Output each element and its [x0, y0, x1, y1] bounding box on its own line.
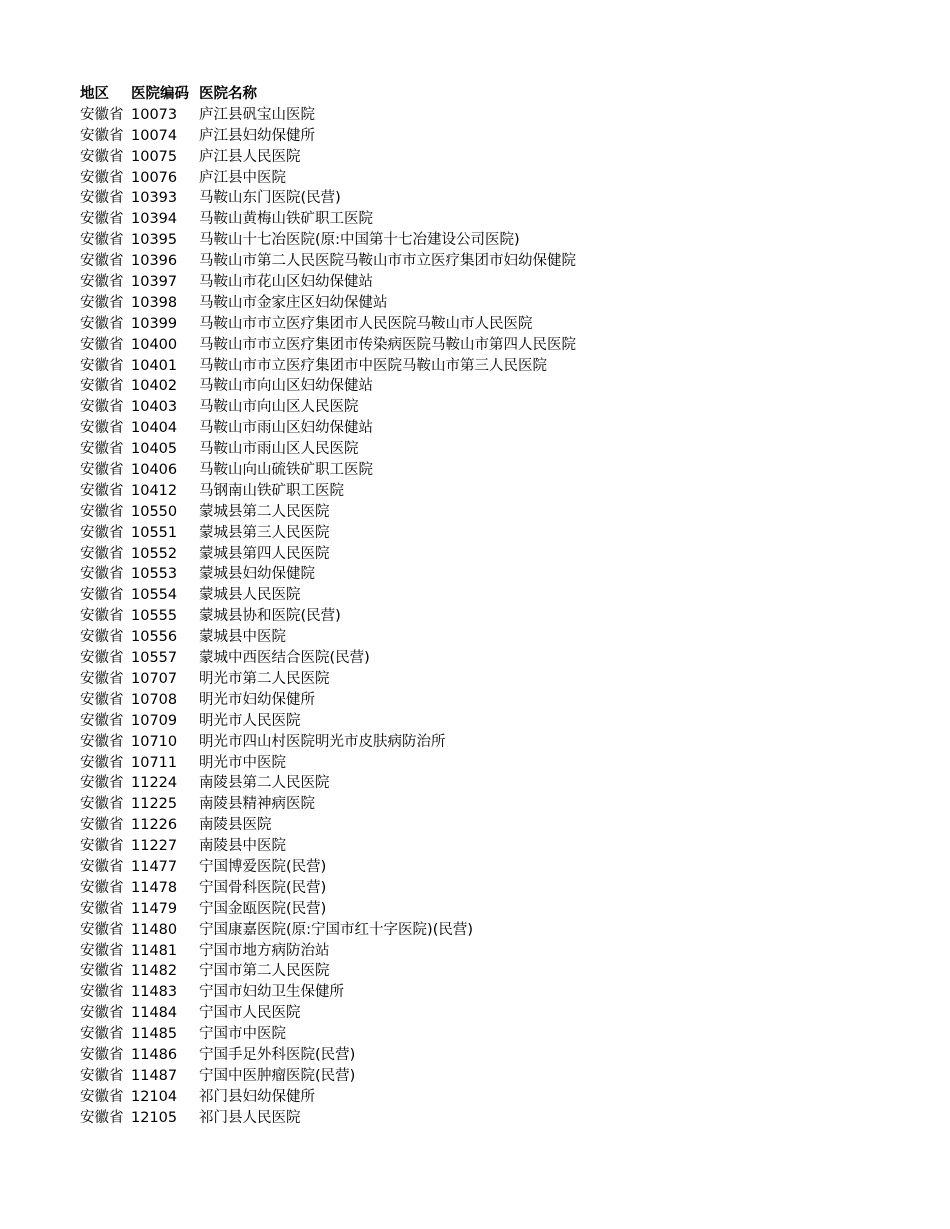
region-cell: 安徽省 [80, 733, 124, 750]
code-cell: 10552 [131, 545, 178, 562]
name-cell: 马鞍山市向山区人民医院 [199, 399, 359, 416]
header-region: 地区 [80, 86, 109, 102]
code-cell: 11226 [131, 817, 178, 834]
table-row [80, 648, 576, 669]
table-row [80, 690, 576, 711]
code-cell: 10402 [131, 378, 178, 395]
table-row [80, 627, 576, 648]
table-body [80, 105, 576, 1129]
region-cell: 安徽省 [80, 691, 124, 708]
region-cell: 安徽省 [80, 462, 124, 479]
region-cell: 安徽省 [80, 858, 124, 875]
table-row [80, 1045, 576, 1066]
name-cell: 蒙城县人民医院 [199, 587, 301, 604]
table-row [80, 815, 576, 836]
code-cell: 10074 [131, 127, 178, 144]
code-cell: 12104 [131, 1088, 178, 1105]
code-cell: 12105 [131, 1109, 178, 1126]
code-cell: 10551 [131, 524, 178, 541]
name-cell: 蒙城县第二人民医院 [199, 503, 330, 520]
region-cell: 安徽省 [80, 503, 124, 520]
region-cell: 安徽省 [80, 817, 124, 834]
table-row [80, 335, 576, 356]
name-cell: 宁国市中医院 [199, 1026, 286, 1043]
code-cell: 11227 [131, 838, 178, 855]
region-cell: 安徽省 [80, 106, 124, 123]
code-cell: 11225 [131, 796, 178, 813]
table-row [80, 878, 576, 899]
region-cell: 安徽省 [80, 420, 124, 437]
region-cell: 安徽省 [80, 963, 124, 980]
table-row [80, 899, 576, 920]
region-cell: 安徽省 [80, 775, 124, 792]
table-row [80, 376, 576, 397]
name-cell: 宁国金瓯医院(民营) [199, 900, 327, 917]
code-cell: 10403 [131, 399, 178, 416]
region-cell: 安徽省 [80, 1026, 124, 1043]
table-row [80, 961, 576, 982]
region-cell: 安徽省 [80, 629, 124, 646]
code-cell: 10556 [131, 629, 178, 646]
name-cell: 马鞍山市市立医疗集团市人民医院马鞍山市人民医院 [199, 315, 533, 332]
code-cell: 10076 [131, 169, 178, 186]
table-row [80, 1024, 576, 1045]
table-row [80, 920, 576, 941]
table-row [80, 773, 576, 794]
table-row [80, 439, 576, 460]
region-cell: 安徽省 [80, 211, 124, 228]
name-cell: 宁国市地方病防治站 [199, 942, 330, 959]
region-cell: 安徽省 [80, 566, 124, 583]
header-code: 医院编码 [131, 86, 189, 102]
name-cell: 宁国市第二人民医院 [199, 963, 330, 980]
name-cell: 宁国康嘉医院(原:宁国市红十字医院)(民营) [199, 921, 474, 938]
name-cell: 马鞍山市金家庄区妇幼保健站 [199, 294, 388, 311]
code-cell: 11480 [131, 921, 178, 938]
region-cell: 安徽省 [80, 1088, 124, 1105]
region-cell: 安徽省 [80, 545, 124, 562]
region-cell: 安徽省 [80, 232, 124, 249]
region-cell: 安徽省 [80, 921, 124, 938]
name-cell: 明光市人民医院 [199, 712, 301, 729]
region-cell: 安徽省 [80, 754, 124, 771]
code-cell: 10393 [131, 190, 178, 207]
hospital-table [80, 84, 576, 1129]
region-cell: 安徽省 [80, 670, 124, 687]
table-row [80, 836, 576, 857]
name-cell: 庐江县人民医院 [199, 148, 301, 165]
name-cell: 马鞍山市雨山区妇幼保健站 [199, 420, 373, 437]
code-cell: 10394 [131, 211, 178, 228]
name-cell: 马鞍山市花山区妇幼保健站 [199, 274, 373, 291]
table-row [80, 147, 576, 168]
region-cell: 安徽省 [80, 984, 124, 1001]
name-cell: 蒙城县妇幼保健院 [199, 566, 315, 583]
region-cell: 安徽省 [80, 336, 124, 353]
name-cell: 蒙城县第四人民医院 [199, 545, 330, 562]
name-cell: 南陵县第二人民医院 [199, 775, 330, 792]
table-row [80, 272, 576, 293]
region-cell: 安徽省 [80, 587, 124, 604]
code-cell: 10707 [131, 670, 178, 687]
name-cell: 祁门县妇幼保健所 [199, 1088, 315, 1105]
table-row [80, 669, 576, 690]
code-cell: 11481 [131, 942, 178, 959]
table-row [80, 1066, 576, 1087]
code-cell: 11478 [131, 879, 178, 896]
table-header [80, 84, 576, 105]
table-row [80, 523, 576, 544]
table-row [80, 314, 576, 335]
table-row [80, 1087, 576, 1108]
region-cell: 安徽省 [80, 712, 124, 729]
table-row [80, 293, 576, 314]
code-cell: 10399 [131, 315, 178, 332]
code-cell: 10554 [131, 587, 178, 604]
code-cell: 10406 [131, 462, 178, 479]
table-row [80, 188, 576, 209]
code-cell: 10555 [131, 608, 178, 625]
region-cell: 安徽省 [80, 441, 124, 458]
region-cell: 安徽省 [80, 294, 124, 311]
table-row [80, 209, 576, 230]
name-cell: 马鞍山市市立医疗集团市传染病医院马鞍山市第四人民医院 [199, 336, 576, 353]
code-cell: 10412 [131, 482, 178, 499]
name-cell: 蒙城县中医院 [199, 629, 286, 646]
region-cell: 安徽省 [80, 650, 124, 667]
code-cell: 10398 [131, 294, 178, 311]
table-row [80, 606, 576, 627]
name-cell: 蒙城中西医结合医院(民营) [199, 650, 370, 667]
name-cell: 马鞍山向山硫铁矿职工医院 [199, 462, 373, 479]
code-cell: 10711 [131, 754, 178, 771]
code-cell: 10710 [131, 733, 178, 750]
code-cell: 10396 [131, 253, 178, 270]
code-cell: 10550 [131, 503, 178, 520]
region-cell: 安徽省 [80, 796, 124, 813]
code-cell: 10397 [131, 274, 178, 291]
name-cell: 庐江县矾宝山医院 [199, 106, 315, 123]
code-cell: 10073 [131, 106, 178, 123]
table-row [80, 126, 576, 147]
code-cell: 10709 [131, 712, 178, 729]
code-cell: 11485 [131, 1026, 178, 1043]
code-cell: 11486 [131, 1046, 178, 1063]
region-cell: 安徽省 [80, 1109, 124, 1126]
code-cell: 10405 [131, 441, 178, 458]
table-row [80, 356, 576, 377]
region-cell: 安徽省 [80, 315, 124, 332]
table-row [80, 544, 576, 565]
table-row [80, 732, 576, 753]
header-name: 医院名称 [199, 86, 257, 102]
table-row [80, 105, 576, 126]
table-row [80, 1108, 576, 1129]
region-cell: 安徽省 [80, 378, 124, 395]
name-cell: 宁国骨科医院(民营) [199, 879, 327, 896]
name-cell: 马鞍山市向山区妇幼保健站 [199, 378, 373, 395]
region-cell: 安徽省 [80, 524, 124, 541]
table-row [80, 982, 576, 1003]
code-cell: 10708 [131, 691, 178, 708]
code-cell: 10395 [131, 232, 178, 249]
region-cell: 安徽省 [80, 482, 124, 499]
table-row [80, 794, 576, 815]
name-cell: 马鞍山十七冶医院(原:中国第十七冶建设公司医院) [199, 232, 520, 249]
table-row [80, 168, 576, 189]
name-cell: 明光市第二人民医院 [199, 670, 330, 687]
name-cell: 宁国市妇幼卫生保健所 [199, 984, 344, 1001]
name-cell: 马鞍山黄梅山铁矿职工医院 [199, 211, 373, 228]
region-cell: 安徽省 [80, 253, 124, 270]
name-cell: 明光市妇幼保健所 [199, 691, 315, 708]
name-cell: 马鞍山市市立医疗集团市中医院马鞍山市第三人民医院 [199, 357, 547, 374]
name-cell: 蒙城县第三人民医院 [199, 524, 330, 541]
code-cell: 10557 [131, 650, 178, 667]
name-cell: 祁门县人民医院 [199, 1109, 301, 1126]
table-row [80, 418, 576, 439]
region-cell: 安徽省 [80, 1046, 124, 1063]
name-cell: 南陵县中医院 [199, 838, 286, 855]
name-cell: 马鞍山东门医院(民营) [199, 190, 341, 207]
table-row [80, 711, 576, 732]
table-row [80, 502, 576, 523]
region-cell: 安徽省 [80, 399, 124, 416]
table-row [80, 481, 576, 502]
code-cell: 10075 [131, 148, 178, 165]
table-row [80, 1003, 576, 1024]
region-cell: 安徽省 [80, 1005, 124, 1022]
region-cell: 安徽省 [80, 838, 124, 855]
region-cell: 安徽省 [80, 190, 124, 207]
table-row [80, 857, 576, 878]
region-cell: 安徽省 [80, 148, 124, 165]
name-cell: 宁国手足外科医院(民营) [199, 1046, 356, 1063]
name-cell: 南陵县医院 [199, 817, 272, 834]
code-cell: 11224 [131, 775, 178, 792]
table-row [80, 397, 576, 418]
name-cell: 明光市四山村医院明光市皮肤病防治所 [199, 733, 446, 750]
region-cell: 安徽省 [80, 1067, 124, 1084]
table-row [80, 230, 576, 251]
name-cell: 马钢南山铁矿职工医院 [199, 482, 344, 499]
name-cell: 明光市中医院 [199, 754, 286, 771]
table-row [80, 564, 576, 585]
region-cell: 安徽省 [80, 357, 124, 374]
code-cell: 11483 [131, 984, 178, 1001]
code-cell: 10400 [131, 336, 178, 353]
region-cell: 安徽省 [80, 942, 124, 959]
name-cell: 宁国中医肿瘤医院(民营) [199, 1067, 356, 1084]
region-cell: 安徽省 [80, 274, 124, 291]
region-cell: 安徽省 [80, 127, 124, 144]
code-cell: 10401 [131, 357, 178, 374]
name-cell: 马鞍山市雨山区人民医院 [199, 441, 359, 458]
code-cell: 11482 [131, 963, 178, 980]
code-cell: 11484 [131, 1005, 178, 1022]
table-row [80, 460, 576, 481]
code-cell: 11477 [131, 858, 178, 875]
code-cell: 10553 [131, 566, 178, 583]
name-cell: 宁国博爱医院(民营) [199, 858, 327, 875]
name-cell: 马鞍山市第二人民医院马鞍山市市立医疗集团市妇幼保健院 [199, 253, 576, 270]
table-row [80, 251, 576, 272]
name-cell: 庐江县妇幼保健所 [199, 127, 315, 144]
name-cell: 蒙城县协和医院(民营) [199, 608, 341, 625]
region-cell: 安徽省 [80, 900, 124, 917]
region-cell: 安徽省 [80, 879, 124, 896]
region-cell: 安徽省 [80, 608, 124, 625]
name-cell: 宁国市人民医院 [199, 1005, 301, 1022]
table-row [80, 941, 576, 962]
table-row [80, 753, 576, 774]
code-cell: 10404 [131, 420, 178, 437]
code-cell: 11479 [131, 900, 178, 917]
code-cell: 11487 [131, 1067, 178, 1084]
name-cell: 南陵县精神病医院 [199, 796, 315, 813]
table-row [80, 585, 576, 606]
region-cell: 安徽省 [80, 169, 124, 186]
name-cell: 庐江县中医院 [199, 169, 286, 186]
